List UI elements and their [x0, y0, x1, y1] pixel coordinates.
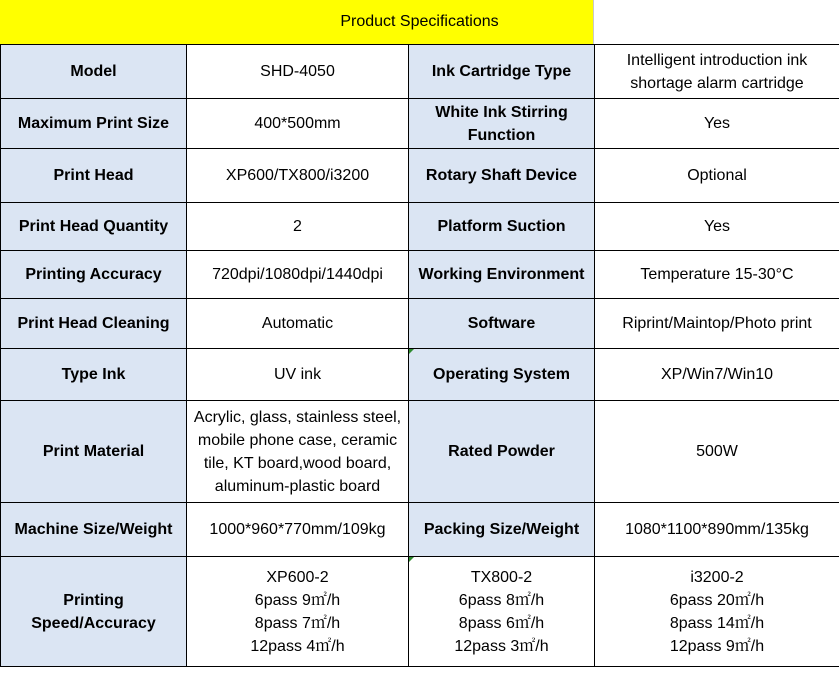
speed-line: 6pass 8㎡/h [458, 591, 545, 609]
speed-line: 12pass 9㎡/h [669, 637, 765, 655]
spec-value: Yes [595, 99, 839, 149]
spec-label: Ink Cartridge Type [409, 45, 595, 99]
spec-value-line: shortage alarm cartridge [630, 74, 804, 92]
spec-value [187, 401, 409, 503]
spec-value: SHD-4050 [187, 45, 409, 99]
spec-label: Working Environment [409, 251, 595, 299]
spec-label-line: Function [467, 126, 536, 144]
spec-value: XP/Win7/Win10 [595, 349, 839, 401]
spec-label: Type Ink [1, 349, 187, 401]
spec-label: Print Head [1, 149, 187, 203]
spec-value-line: aluminum-plastic board [214, 477, 381, 495]
table-row-speed [1, 557, 839, 667]
table-row [1, 45, 839, 99]
spec-value: Riprint/Maintop/Photo print [595, 299, 839, 349]
spec-label: Print Head Cleaning [1, 299, 187, 349]
spec-label: Rotary Shaft Device [409, 149, 595, 203]
speed-line: TX800-2 [470, 568, 533, 586]
spec-label: Machine Size/Weight [1, 503, 187, 557]
table-row [1, 349, 839, 401]
speed-column-tx800 [409, 557, 595, 667]
spec-label: Print Head Quantity [1, 203, 187, 251]
speed-line: 6pass 20㎡/h [669, 591, 765, 609]
spec-label: Rated Powder [409, 401, 595, 503]
table-row [1, 401, 839, 503]
spec-label: Model [1, 45, 187, 99]
speed-line: 8pass 6㎡/h [458, 614, 545, 632]
page-title: Product Specifications [340, 13, 499, 30]
spec-value: 400*500mm [187, 99, 409, 149]
spec-label-line: Printing [63, 591, 124, 609]
spec-value: Optional [595, 149, 839, 203]
speed-line: 6pass 9㎡/h [254, 591, 341, 609]
spec-label [1, 557, 187, 667]
speed-line: XP600-2 [266, 568, 329, 586]
spec-table [0, 44, 839, 667]
spec-label: Print Material [1, 401, 187, 503]
speed-column-i3200 [595, 557, 839, 667]
table-row [1, 99, 839, 149]
speed-line: 8pass 7㎡/h [254, 614, 341, 632]
spec-value: 2 [187, 203, 409, 251]
spec-label [409, 99, 595, 149]
spec-label: Printing Accuracy [1, 251, 187, 299]
spec-label: Operating System [409, 349, 595, 401]
spec-label-line: White Ink Stirring [435, 103, 568, 121]
spec-value-line: tile, KT board,wood board, [203, 454, 392, 472]
spec-value: Yes [595, 203, 839, 251]
spec-value-line: mobile phone case, ceramic [197, 431, 398, 449]
table-row [1, 251, 839, 299]
spec-label: Software [409, 299, 595, 349]
table-row [1, 203, 839, 251]
speed-column-xp600 [187, 557, 409, 667]
speed-line: 12pass 3㎡/h [454, 637, 549, 655]
speed-line: 8pass 14㎡/h [669, 614, 765, 632]
speed-line: i3200-2 [690, 568, 744, 586]
spec-value: 1080*1100*890mm/135kg [595, 503, 839, 557]
spec-label: Packing Size/Weight [409, 503, 595, 557]
spec-label-line: Speed/Accuracy [31, 614, 156, 632]
table-row [1, 149, 839, 203]
table-row [1, 299, 839, 349]
spec-value: 500W [595, 401, 839, 503]
spec-value-line: Intelligent introduction ink [626, 51, 808, 69]
spec-value [595, 45, 839, 99]
spec-value: Temperature 15-30°C [595, 251, 839, 299]
spec-value: 1000*960*770mm/109kg [187, 503, 409, 557]
title-bar [0, 0, 839, 44]
spec-value: Automatic [187, 299, 409, 349]
spec-value: 720dpi/1080dpi/1440dpi [187, 251, 409, 299]
spec-label: Platform Suction [409, 203, 595, 251]
spec-value: UV ink [187, 349, 409, 401]
table-row [1, 503, 839, 557]
spec-value-line: Acrylic, glass, stainless steel, [193, 408, 402, 426]
spec-label: Maximum Print Size [1, 99, 187, 149]
speed-line: 12pass 4㎡/h [250, 637, 345, 655]
spec-value: XP600/TX800/i3200 [187, 149, 409, 203]
